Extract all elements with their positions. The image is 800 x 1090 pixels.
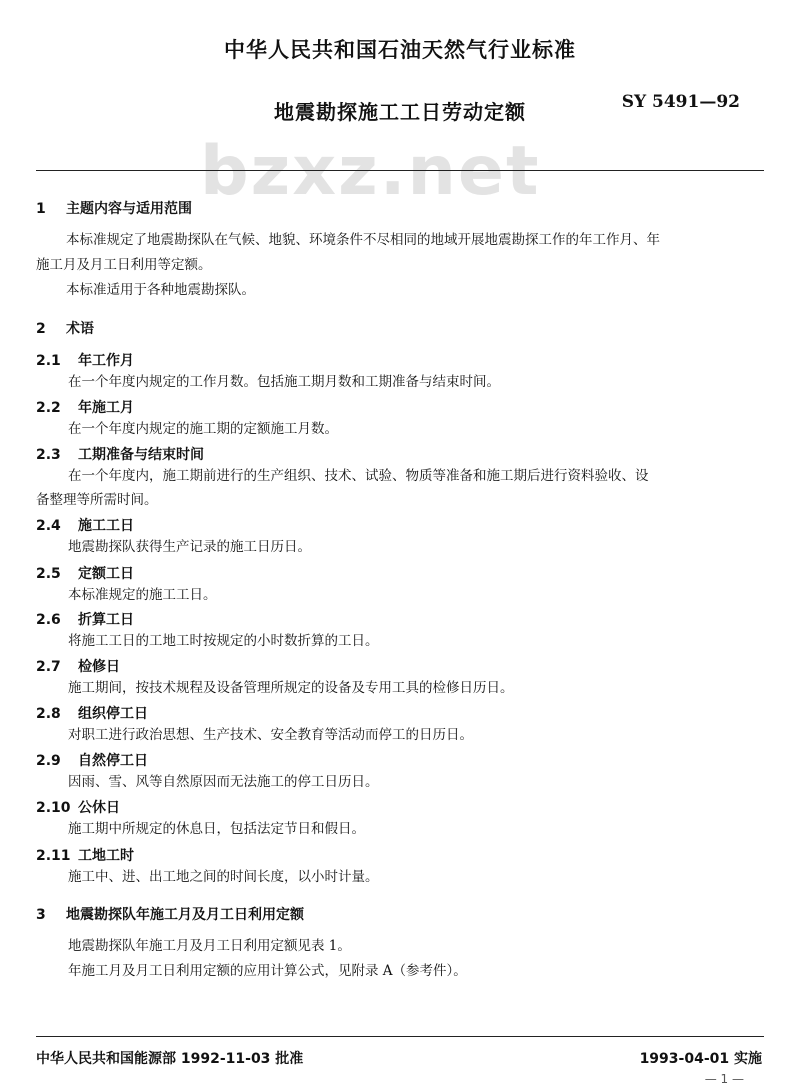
- term-number: 2.6: [36, 612, 61, 628]
- header-divider: [36, 170, 764, 171]
- paragraph: 地震勘探队年施工月及月工日利用定额见表 1。: [68, 938, 351, 954]
- term-definition: 在一个年度内，施工期前进行的生产组织、技术、试验、物质等准备和施工期后进行资料验收、设: [68, 468, 649, 484]
- term-definition: 在一个年度内规定的施工期的定额施工月数。: [68, 421, 338, 437]
- term-2-8-heading: [36, 703, 148, 723]
- footer-divider: [36, 1036, 764, 1037]
- term-2-3-heading: [36, 444, 204, 464]
- term-definition: 地震勘探队获得生产记录的施工日历日。: [68, 539, 311, 555]
- section-number: 1: [36, 201, 46, 217]
- term-title: 施工工日: [78, 518, 134, 534]
- term-definition: 施工期间，按技术规程及设备管理所规定的设备及专用工具的检修日历日。: [68, 680, 514, 696]
- paragraph: 本标准适用于各种地震勘探队。: [66, 282, 255, 298]
- page-number: — 1 —: [704, 1072, 744, 1086]
- term-definition: 施工期中所规定的休息日，包括法定节日和假日。: [68, 821, 365, 837]
- term-title: 定额工日: [78, 566, 134, 582]
- section-3-heading: [36, 904, 304, 924]
- term-definition: 将施工工日的工地工时按规定的小时数折算的工日。: [68, 633, 379, 649]
- term-number: 2.7: [36, 659, 61, 675]
- term-definition: 本标准规定的施工工日。: [68, 587, 217, 603]
- term-title: 工地工时: [78, 848, 134, 864]
- term-title: 公休日: [78, 800, 120, 816]
- term-title: 组织停工日: [78, 706, 148, 722]
- term-title: 自然停工日: [78, 753, 148, 769]
- term-2-7-heading: [36, 656, 120, 676]
- term-number: 2.3: [36, 447, 61, 463]
- term-number: 2.8: [36, 706, 61, 722]
- term-definition: 备整理等所需时间。: [36, 492, 158, 508]
- standard-code: SY 5491—92: [621, 92, 740, 112]
- watermark: bzxz.net: [200, 132, 541, 211]
- term-number: 2.10: [36, 800, 71, 816]
- term-number: 2.9: [36, 753, 61, 769]
- term-number: 2.5: [36, 566, 61, 582]
- term-2-5-heading: [36, 563, 134, 583]
- term-number: 2.2: [36, 400, 61, 416]
- paragraph: 施工月及月工日利用等定额。: [36, 257, 212, 273]
- term-2-6-heading: [36, 609, 134, 629]
- term-definition: 因雨、雪、风等自然原因而无法施工的停工日历日。: [68, 774, 379, 790]
- term-2-10-heading: [36, 797, 120, 817]
- section-title: 术语: [66, 321, 94, 337]
- term-definition: 在一个年度内规定的工作月数。包括施工期月数和工期准备与结束时间。: [68, 374, 500, 390]
- term-title: 检修日: [78, 659, 120, 675]
- issuing-organization: 中华人民共和国石油天然气行业标准: [224, 38, 576, 62]
- term-title: 年工作月: [78, 353, 134, 369]
- section-number: 3: [36, 907, 46, 923]
- term-title: 年施工月: [78, 400, 134, 416]
- term-definition: 对职工进行政治思想、生产技术、安全教育等活动而停工的日历日。: [68, 727, 473, 743]
- section-2-heading: [36, 318, 94, 338]
- term-title: 折算工日: [78, 612, 134, 628]
- term-2-9-heading: [36, 750, 148, 770]
- term-number: 2.1: [36, 353, 61, 369]
- paragraph: 本标准规定了地震勘探队在气候、地貌、环境条件不尽相同的地域开展地震勘探工作的年工作月、年: [66, 232, 660, 248]
- term-number: 2.4: [36, 518, 61, 534]
- term-2-4-heading: [36, 515, 134, 535]
- term-2-11-heading: [36, 845, 134, 865]
- term-title: 工期准备与结束时间: [78, 447, 204, 463]
- term-definition: 施工中、进、出工地之间的时间长度，以小时计量。: [68, 869, 379, 885]
- document-title: 地震勘探施工工日劳动定额: [274, 100, 526, 124]
- term-number: 2.11: [36, 848, 71, 864]
- paragraph: 年施工月及月工日利用定额的应用计算公式，见附录 A（参考件）。: [68, 963, 467, 979]
- term-2-2-heading: [36, 397, 134, 417]
- section-title: 地震勘探队年施工月及月工日利用定额: [66, 907, 304, 923]
- approval-line: 中华人民共和国能源部 1992-11-03 批准: [36, 1051, 304, 1067]
- implementation-date: 1993-04-01 实施: [639, 1051, 762, 1067]
- term-2-1-heading: [36, 350, 134, 370]
- section-number: 2: [36, 321, 46, 337]
- section-1-heading: [36, 198, 192, 218]
- section-title: 主题内容与适用范围: [66, 201, 192, 217]
